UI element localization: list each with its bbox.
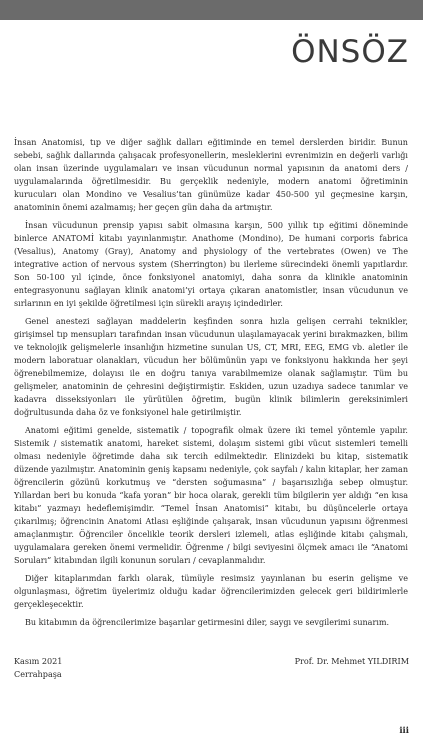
paragraph: Bu kitabımın da öğrencilerimize başarılar getirmesini diler, saygı ve sevgilerimi sunarım. bbox=[25, 618, 390, 627]
paragraph: İnsan vücudunun prensip yapısı sabit olmasına karşın, 500 yıllık tıp eğitimi döneminde binlerce ANATOMİ kitabı yayınlanmıştır. Anathome (Mondino), De humani corporis fabrica (Vesalius), Anatomy (Gray), Anatomy and physiology of the vertebrates (Owen) ve The integrative action of nervous system (Sherrington) bu ilerleme sürecindeki önemli yapıtlardır. Son 50-100 yıl içinde, önce fonksiyonel anatomiyi, daha sonra da klinikle anatominin entegrasyonunu sağlayan klinik anatomi’yi ortaya çıkaran anatomistler, insan vücudunun ve sırlarının en iyi şekilde öğretilmesi için sürekli arayış içindedirler. bbox=[14, 221, 408, 308]
page-number: iii bbox=[399, 726, 409, 736]
paragraph: İnsan Anatomisi, tıp ve diğer sağlık dalları eğitiminde en temel derslerden biridir. Bunun sebebi, sağlık dallarında çalışacak profesyonellerin, mesleklerini evrenimizin en değerli varlığı olan insan üzerinde uygulamaları ve insan vücudunun normal yapısının da anatomi ders / uygulamalarında öğretilmesidir. Bu gerçeklik nedeniyle, modern anatomi öğretiminin kurucuları olan Mondino ve Vesalius’tan günümüze kadar 450-500 yıl geçmesine karşın, anatominin önemi azalmamış; her geçen gün daha da artmıştır. bbox=[14, 138, 408, 212]
page-title: ÖNSÖZ bbox=[291, 34, 409, 70]
preface-body bbox=[14, 136, 408, 634]
signature-author: Prof. Dr. Mehmet YILDIRIM bbox=[294, 656, 409, 666]
signature-date: Kasım 2021 bbox=[14, 656, 63, 666]
header-bar bbox=[0, 0, 423, 20]
signature-place: Cerrahpaşa bbox=[14, 669, 62, 679]
signature-date-place bbox=[14, 655, 62, 681]
paragraph: Genel anestezi sağlayan maddelerin keşfinden sonra hızla gelişen cerrahi teknikler, girişimsel tıp mensupları tarafından insan vücudunun ulaşılamayacak yerini bırakmazken, bilim ve teknolojik gelişmelerle insanlığın hizmetine sunulan US, CT, MRI, EEG, EMG vb. aletler ile modern laboratuar olanakları, vücudun her bölümünün yapı ve fonksiyonu hakkında her şeyi öğrenebilmemize, dolayısı ile en doğru tanıya varabilmemize olanak sağlamıştır. Tüm bu gelişmeler, anatominin de çehresini değiştirmiştir. Eskiden, uzun uzadıya sadece tanımlar ve kadavra disseksiyonları ile yürütülen öğretim, bugün klinik bilimlerin gereksinimleri doğrultusunda daha öz ve fonksiyonel hale getirilmiştir. bbox=[14, 317, 408, 417]
paragraph: Diğer kitaplarımdan farklı olarak, tümüyle resimsiz yayınlanan bu eserin gelişme ve olgunlaşması, öğretim üyelerimiz olduğu kadar öğrencilerimizden gelecek geri bildirimlerle gerçekleşecektir. bbox=[14, 574, 408, 609]
paragraph: Anatomi eğitimi genelde, sistematik / topografik olmak üzere iki temel yöntemle yapılır. Sistemik / sistematik anatomi, hareket sistemi, dolaşım sistemi gibi vücut sistemleri temelli olması nedeniyle öğretimde daha sık tercih edilmektedir. Elinizdeki bu kitap, sistematik düzende yazılmıştır. Anatominin geniş kapsamı nedeniyle, çok sayfalı / kalın kitaplar, her zaman öğrencilerin gözünü korkutmuş ve “dersten soğumasına” / başarısızlığa sebep olmuştur. Yıllardan beri bu konuda “kafa yoran” bir hoca olarak, gerekli tüm bilgilerin yer aldığı “en kısa kitabı” yazmayı hedeflemişimdir. “Temel İnsan Anatomisi” kitabı, bu düşüncelerle ortaya çıkarılmış; öğrencinin Anatomi Atlası eşliğinde çalışarak, insan vücudunun yapısını öğrenmesi amaçlanmıştır. Öğrenciler öncelikle teorik dersleri izlemeli, atlas eşliğinde kitabı çalışmalı, uygulamalara gereken önemi vermelidir. Öğrenme / bilgi seviyesini ölçmek amacı ile “Anatomi Soruları” kitabından ilgili konunun soruları / cevaplanmalıdır. bbox=[14, 426, 408, 565]
